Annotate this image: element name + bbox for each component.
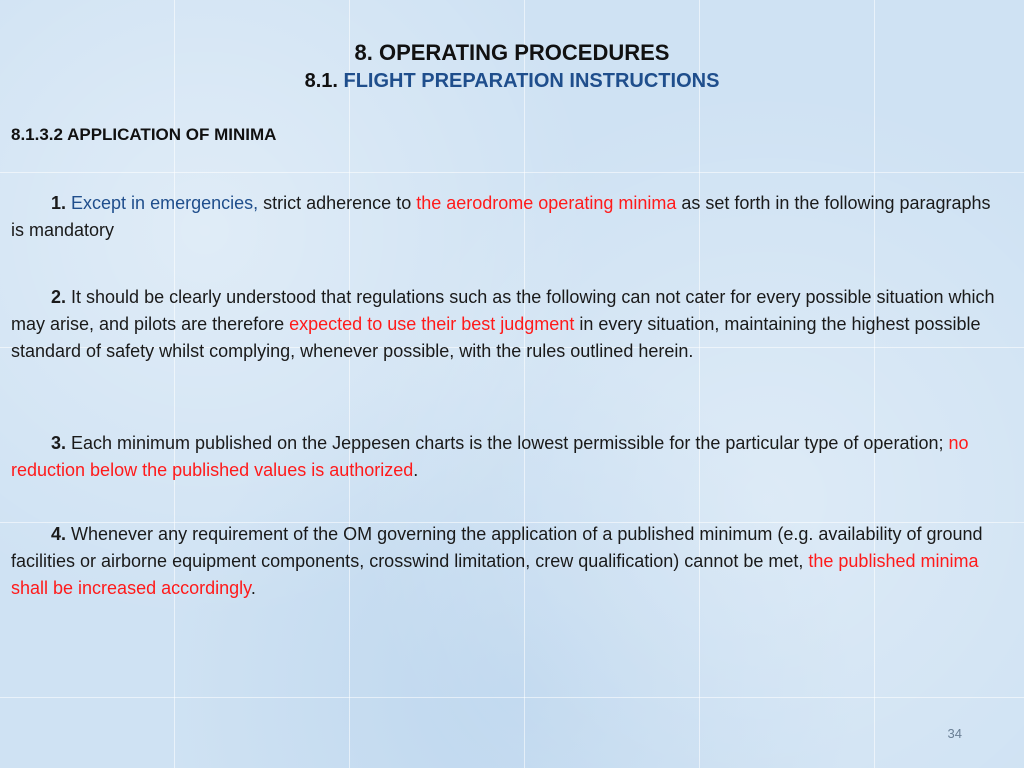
slide-title: 8. OPERATING PROCEDURES: [354, 40, 670, 65]
subtitle-text: FLIGHT PREPARATION INSTRUCTIONS: [343, 70, 720, 92]
paragraph-number: 1.: [51, 193, 67, 213]
paragraph-highlight-red: no reduction below the published values is authorized: [11, 433, 969, 480]
paragraph-1: [11, 190, 1006, 244]
paragraph-number: 4.: [51, 524, 67, 544]
paragraph-2: [11, 284, 1006, 365]
paragraph-text: .: [250, 578, 256, 598]
slide-title-block: [0, 38, 1024, 94]
paragraph-highlight-blue: Except in emergencies,: [71, 193, 259, 213]
paragraph-number: 2.: [51, 287, 67, 307]
paragraph-text: .: [413, 460, 419, 480]
section-heading: 8.1.3.2 APPLICATION OF MINIMA: [11, 125, 277, 144]
paragraph-text: Each minimum published on the Jeppesen charts is the lowest permissible for the particular type of operation;: [66, 433, 949, 453]
paragraph-highlight-red: the published minima shall be increased accordingly: [11, 551, 979, 598]
paragraph-4: [11, 521, 1006, 602]
paragraph-3: [11, 430, 1006, 484]
subtitle-number: 8.1.: [304, 70, 338, 92]
paragraph-highlight-red: the aerodrome operating minima: [416, 193, 677, 213]
paragraph-text: in every situation, maintaining the highest possible standard of safety whilst complying, whenever possible, with the rules outlined herein.: [11, 314, 981, 361]
page-number: 34: [947, 726, 962, 741]
slide-subtitle: [0, 68, 1024, 94]
paragraph-text: Whenever any requirement of the OM governing the application of a published minimum (e.g. availability of ground facilities or airborne equipment components, crosswind limitation, crew qualification) cannot be met,: [11, 524, 983, 571]
paragraph-highlight-red: expected to use their best judgment: [289, 314, 575, 334]
paragraph-text: as set forth in the following paragraphs is mandatory: [11, 193, 991, 240]
paragraph-number: 3.: [51, 433, 67, 453]
paragraph-text: strict adherence to: [258, 193, 417, 213]
paragraph-text: It should be clearly understood that regulations such as the following can not cater for every possible situation which may arise, and pilots are therefore: [11, 287, 995, 334]
